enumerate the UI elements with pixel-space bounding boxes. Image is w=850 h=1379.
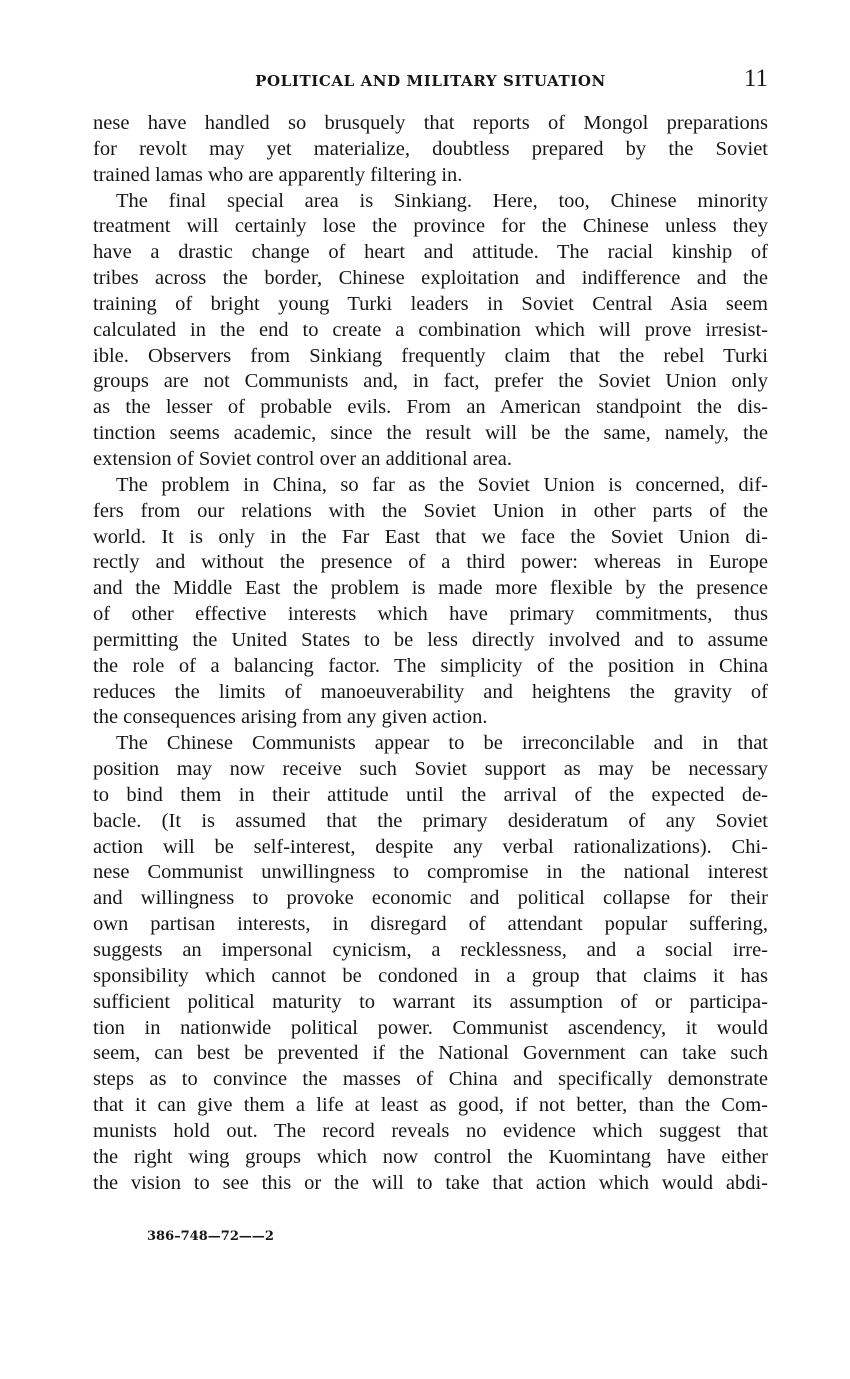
print-job-code: 386–748—72——2	[147, 1229, 274, 1244]
paragraph-china-problem	[93, 473, 768, 731]
text-line: have a drastic change of heart and attitude. The racial kinship of	[93, 241, 768, 264]
text-line: trained lamas who are apparently filtering in.	[93, 163, 463, 186]
text-line: nese Communist unwillingness to compromise in the national interest	[93, 861, 768, 884]
paragraph-chinese-communists	[93, 731, 768, 1196]
paragraph-sinkiang	[93, 189, 768, 473]
text-line: the consequences arising from any given action.	[93, 706, 488, 729]
running-header	[93, 64, 768, 98]
text-line: tion in nationwide political power. Communist ascendency, it would	[93, 1016, 768, 1039]
text-line: permitting the United States to be less directly involved and to assume	[93, 628, 768, 651]
text-line: own partisan interests, in disregard of attendant popular suffering,	[93, 913, 768, 936]
text-line: for revolt may yet materialize, doubtless prepared by the Soviet	[93, 137, 768, 160]
body-text	[93, 111, 768, 1196]
text-line: and willingness to provoke economic and political collapse for their	[93, 887, 768, 910]
text-line: calculated in the end to create a combination which will prove irresist-	[93, 318, 768, 341]
running-title: POLITICAL AND MILITARY SITUATION	[255, 72, 606, 90]
text-line: sufficient political maturity to warrant its assumption of or participa-	[93, 990, 768, 1013]
text-line: tribes across the border, Chinese exploitation and indifference and the	[93, 267, 768, 290]
text-line: ible. Observers from Sinkiang frequently claim that the rebel Turki	[93, 344, 768, 367]
text-line: seem, can best be prevented if the National Government can take such	[93, 1042, 768, 1065]
text-line: The final special area is Sinkiang. Here, too, Chinese minority	[116, 189, 768, 212]
text-line: to bind them in their attitude until the arrival of the expected de-	[93, 783, 768, 806]
text-line: bacle. (It is assumed that the primary desideratum of any Soviet	[93, 809, 768, 832]
page-number: 11	[743, 65, 768, 92]
text-line: munists hold out. The record reveals no evidence which suggest that	[93, 1119, 768, 1142]
text-line: The problem in China, so far as the Soviet Union is concerned, dif-	[116, 473, 768, 496]
text-line: The Chinese Communists appear to be irreconcilable and in that	[116, 732, 768, 755]
text-line: tinction seems academic, since the result will be the same, namely, the	[93, 422, 768, 445]
text-line: that it can give them a life at least as good, if not better, than the Com-	[93, 1094, 768, 1117]
text-line: steps as to convince the masses of China and specifically demonstrate	[93, 1068, 768, 1091]
text-line: nese have handled so brusquely that reports of Mongol preparations	[93, 112, 768, 134]
text-line: position may now receive such Soviet support as may be necessary	[93, 758, 768, 781]
text-line: action will be self-interest, despite any verbal rationalizations). Chi-	[93, 835, 768, 858]
text-line: fers from our relations with the Soviet Union in other parts of the	[93, 499, 768, 522]
text-line: reduces the limits of manoeuverability and heightens the gravity of	[93, 680, 768, 703]
text-line: of other effective interests which have primary commitments, thus	[93, 603, 768, 626]
paragraph-mongol-revolt	[93, 111, 768, 189]
text-line: rectly and without the presence of a third power: whereas in Europe	[93, 551, 768, 574]
text-line: treatment will certainly lose the province for the Chinese unless they	[93, 215, 768, 238]
text-line: as the lesser of probable evils. From an American standpoint the dis-	[93, 396, 768, 419]
text-line: suggests an impersonal cynicism, a recklessness, and a social irre-	[93, 939, 768, 961]
text-line: the role of a balancing factor. The simplicity of the position in China	[93, 654, 768, 677]
text-line: the right wing groups which now control the Kuomintang have either	[93, 1145, 768, 1168]
text-line: groups are not Communists and, in fact, prefer the Soviet Union only	[93, 370, 768, 393]
text-line: world. It is only in the Far East that we face the Soviet Union di-	[93, 525, 768, 548]
text-line: sponsibility which cannot be condoned in a group that claims it has	[93, 964, 768, 987]
text-line: extension of Soviet control over an additional area.	[93, 447, 512, 470]
text-line: the vision to see this or the will to take that action which would abdi-	[93, 1171, 768, 1194]
text-line: training of bright young Turki leaders in Soviet Central Asia seem	[93, 292, 768, 315]
text-line: and the Middle East the problem is made more flexible by the presence	[93, 577, 768, 600]
